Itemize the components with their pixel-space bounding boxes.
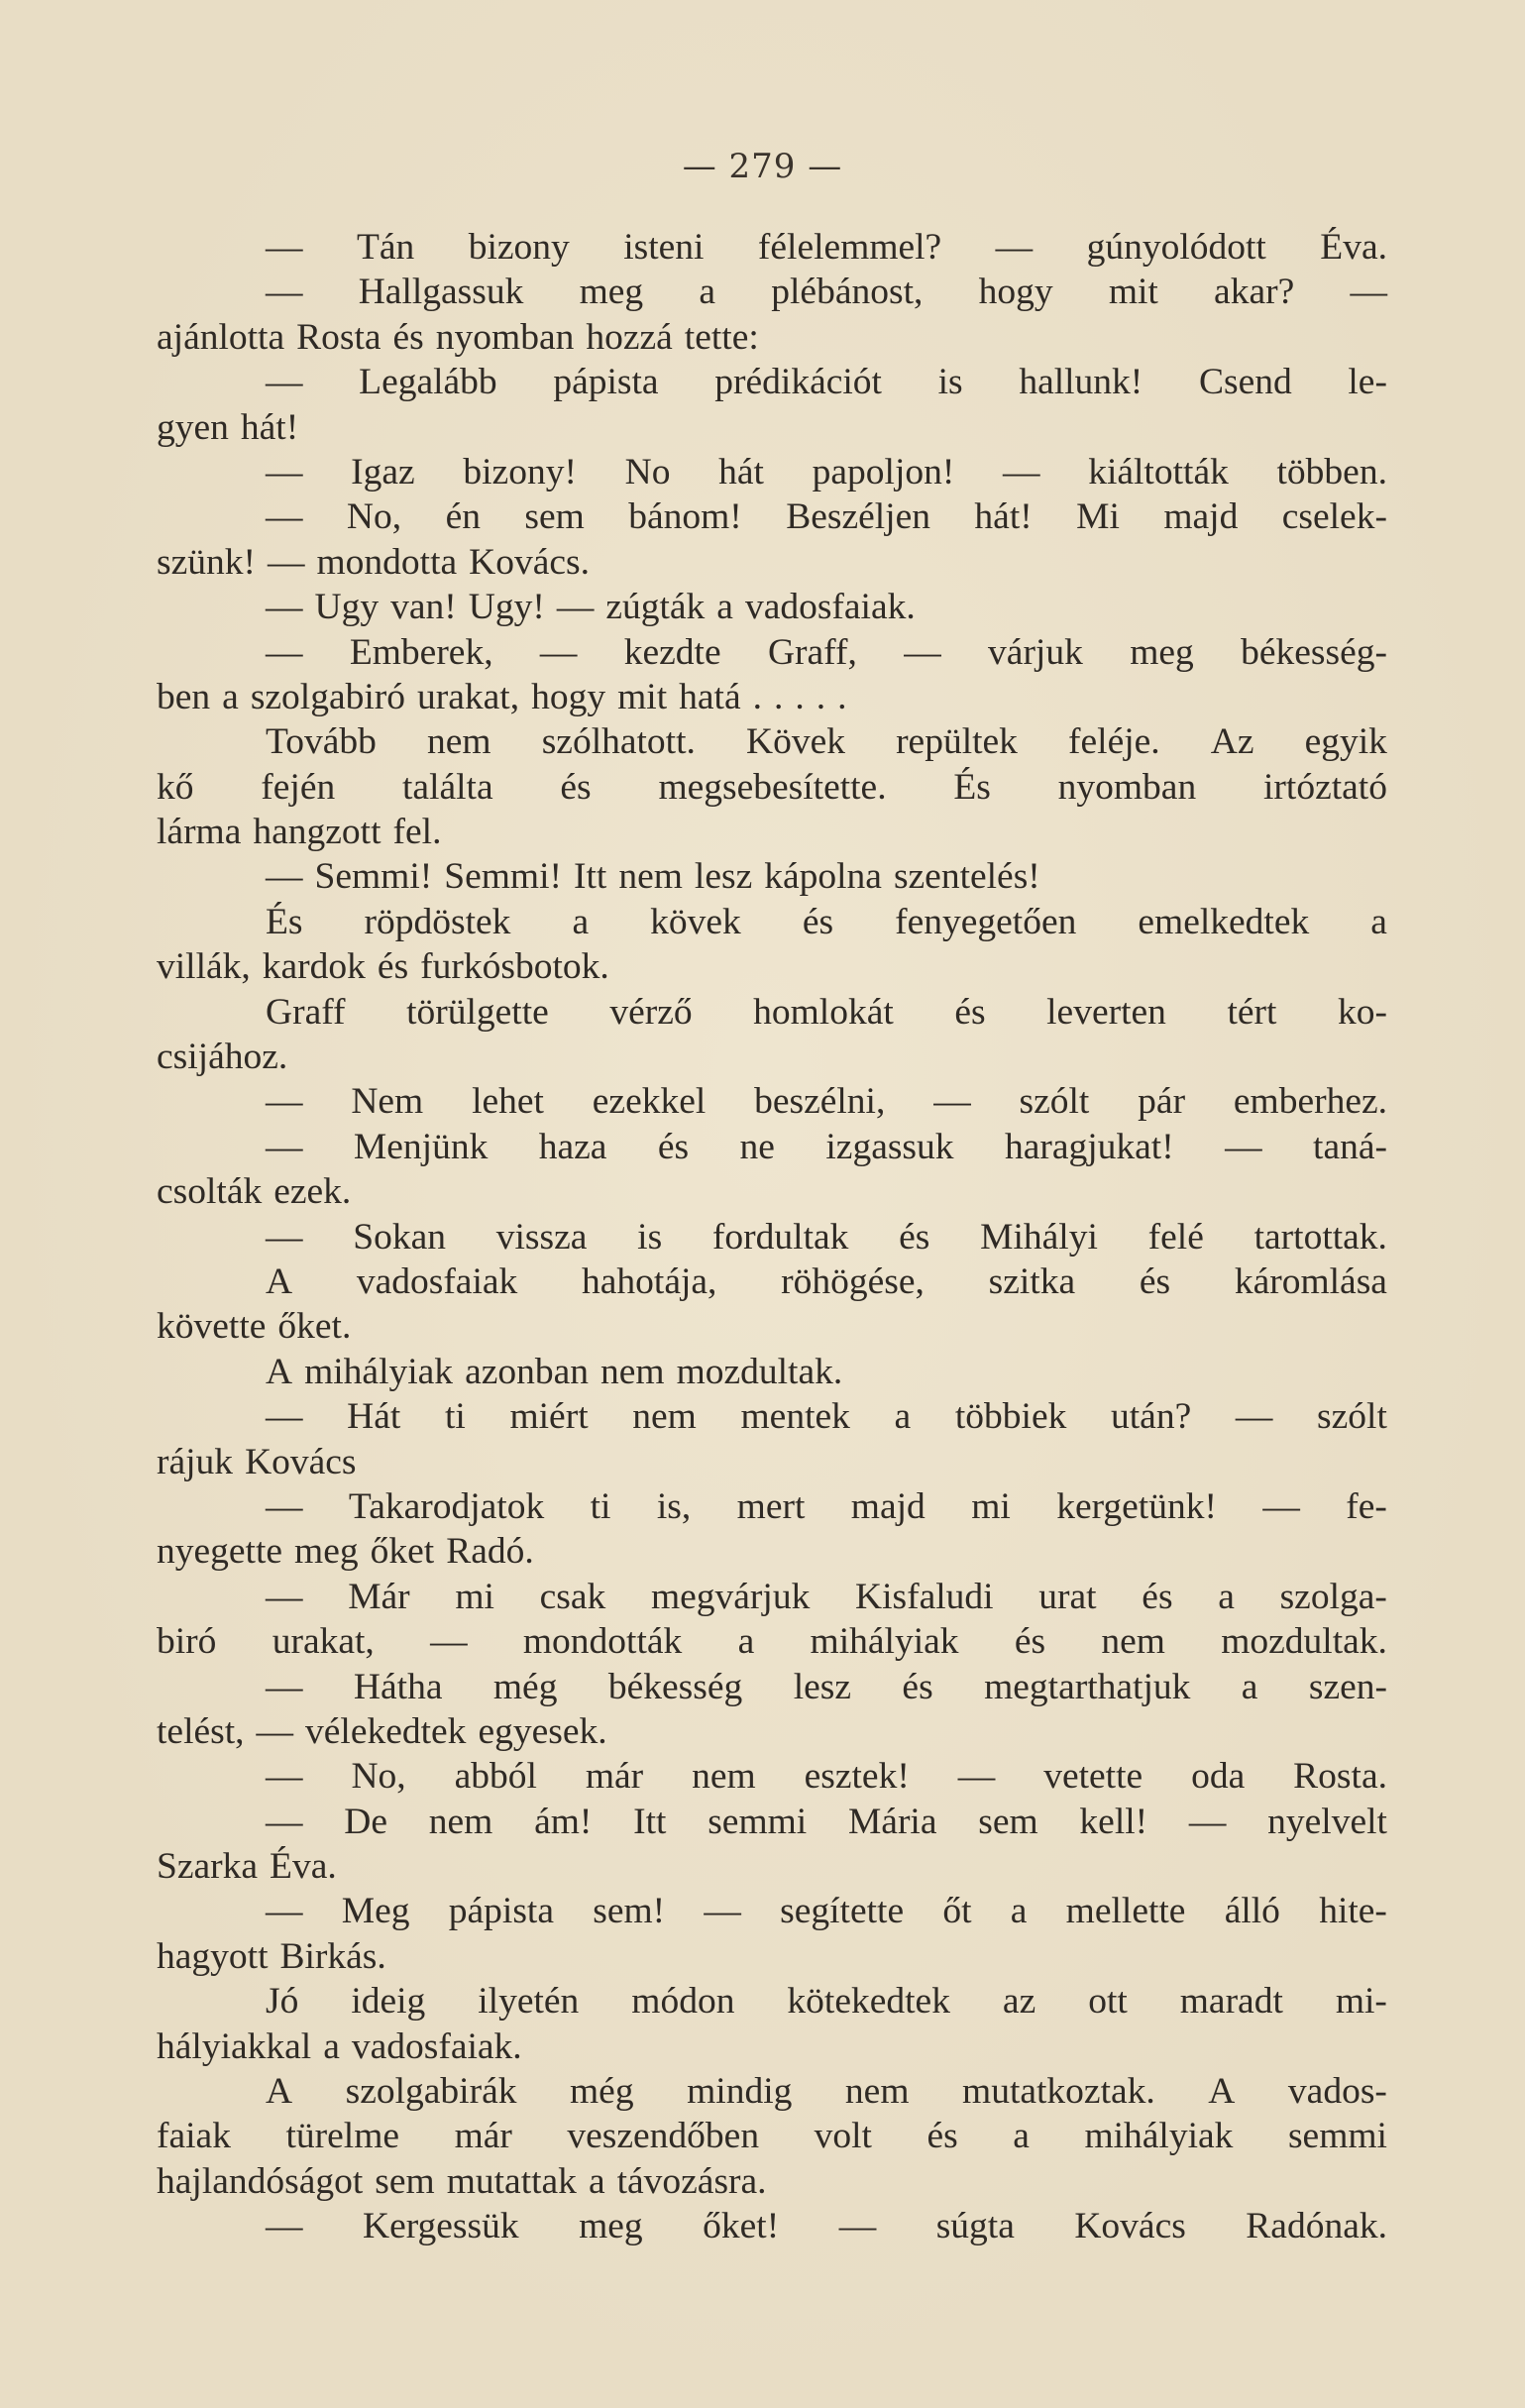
- text-line: hályiakkal a vadosfaiak.: [157, 2025, 522, 2067]
- text-line: Jó ideig ilyetén módon kötekedtek az ott maradt mi-: [266, 1981, 1387, 2023]
- text-line: követte őket.: [157, 1306, 352, 1348]
- text-line: nyegette meg őket Radó.: [157, 1531, 534, 1573]
- text-line: — Már mi csak megvárjuk Kisfaludi urat és a szolga-: [266, 1576, 1387, 1617]
- page-number: — 279 —: [682, 147, 843, 186]
- text-line: — Hátha még békesség lesz és megtarthatjuk a szen-: [266, 1666, 1387, 1707]
- text-line: rájuk Kovács: [157, 1441, 357, 1482]
- text-line: — Semmi! Semmi! Itt nem lesz kápolna szentelés!: [266, 856, 1040, 898]
- text-line: — Meg pápista sem! — segítette őt a mellette álló hite-: [266, 1891, 1387, 1932]
- text-line: A vadosfaiak hahotája, röhögése, szitka és káromlása: [266, 1260, 1387, 1302]
- text-line: villák, kardok és furkósbotok.: [157, 946, 609, 988]
- text-line: kő fején találta és megsebesítette. És nyomban irtóztató: [157, 766, 1387, 808]
- text-line: — Igaz bizony! No hát papoljon! — kiáltották többen.: [266, 451, 1387, 493]
- text-line: hajlandóságot sem mutattak a távozásra.: [157, 2160, 767, 2202]
- text-line: — Hát ti miért nem mentek a többiek után? — szólt: [266, 1396, 1387, 1438]
- text-line: — Nem lehet ezekkel beszélni, — szólt pár emberhez.: [266, 1081, 1387, 1123]
- text-line: És röpdöstek a kövek és fenyegetően emelkedtek a: [266, 901, 1387, 942]
- text-line: — Tán bizony isteni félelemmel? — gúnyolódott Éva.: [266, 227, 1387, 268]
- text-line: gyen hát!: [157, 406, 299, 448]
- text-line: — Hallgassuk meg a plébánost, hogy mit akar? —: [266, 272, 1387, 313]
- text-line: szünk! — mondotta Kovács.: [157, 541, 590, 583]
- text-line: csolták ezek.: [157, 1171, 352, 1213]
- text-line: — Ugy van! Ugy! — zúgták a vadosfaiak.: [266, 587, 916, 628]
- text-line: — Kergessük meg őket! — súgta Kovács Radónak.: [266, 2206, 1387, 2247]
- text-line: ajánlotta Rosta és nyomban hozzá tette:: [157, 316, 759, 358]
- text-line: biró urakat, — mondották a mihályiak és nem mozdultak.: [157, 1621, 1387, 1663]
- text-line: Graff törülgette vérző homlokát és leverten tért ko-: [266, 991, 1387, 1033]
- text-line: — Menjünk haza és ne izgassuk haragjukat! — taná-: [266, 1126, 1387, 1167]
- text-line: — No, abból már nem esztek! — vetette oda Rosta.: [266, 1756, 1387, 1798]
- text-line: csijához.: [157, 1037, 288, 1078]
- text-line: Szarka Éva.: [157, 1846, 337, 1888]
- text-line: — Sokan vissza is fordultak és Mihályi felé tartottak.: [266, 1216, 1387, 1258]
- text-line: A szolgabirák még mindig nem mutatkoztak. A vados-: [266, 2071, 1387, 2113]
- text-line: lárma hangzott fel.: [157, 812, 442, 853]
- text-line: — De nem ám! Itt semmi Mária sem kell! — nyelvelt: [266, 1801, 1387, 1842]
- text-line: — Legalább pápista prédikációt is hallunk! Csend le-: [266, 362, 1387, 403]
- text-line: — Takarodjatok ti is, mert majd mi kergetünk! — fe-: [266, 1485, 1387, 1527]
- body-text: [157, 225, 1387, 2249]
- text-line: Tovább nem szólhatott. Kövek repültek feléje. Az egyik: [266, 721, 1387, 763]
- text-line: — No, én sem bánom! Beszéljen hát! Mi majd cselek-: [266, 496, 1387, 538]
- text-line: — Emberek, — kezdte Graff, — várjuk meg békesség-: [266, 631, 1387, 673]
- text-line: A mihályiak azonban nem mozdultak.: [266, 1351, 843, 1392]
- text-line: faiak türelme már veszendőben volt és a mihályiak semmi: [157, 2116, 1387, 2157]
- text-line: ben a szolgabiró urakat, hogy mit hatá . . . . .: [157, 676, 847, 717]
- text-line: hagyott Birkás.: [157, 1935, 386, 1977]
- text-line: telést, — vélekedtek egyesek.: [157, 1710, 607, 1752]
